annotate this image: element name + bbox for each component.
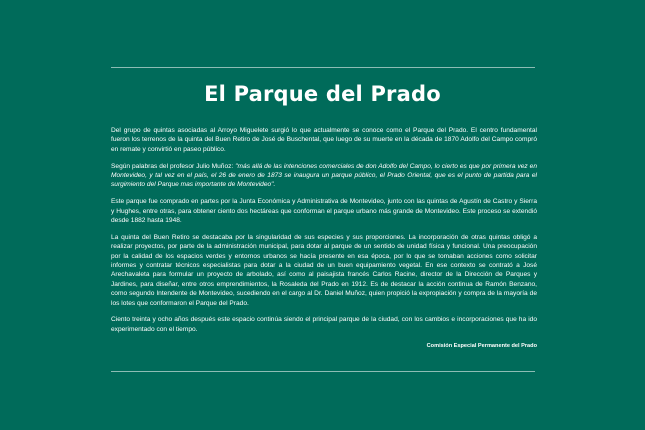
top-divider bbox=[111, 67, 535, 68]
paragraph-purchase: Este parque fue comprado en partes por la Junta Económica y Administrativa de Montevideo, junto con las quintas de Agustín de Castro y Sierra y Hughes, entre otras, para obtener ciento dos hectáreas que conforman el parque urbano más grande de Montevideo. Este proceso se extendió desde 1882 hasta 1948. bbox=[111, 198, 537, 225]
paragraph-closing: Ciento treinta y ocho años después este espacio continúa siendo el principal parque de la ciudad, con los cambios e incorporaciones que ha ido experimentado con el tiempo. bbox=[111, 316, 537, 333]
paragraph-intro: Del grupo de quintas asociadas al Arroyo Miguelete surgió lo que actualmente se conoce como el Parque del Prado. El centro fundamental fueron los terrenos de la quinta del Buen Retiro de José de Buschental, que luego de su muerte en la década de 1870 Adolfo del Campo compró en remate y convirtió en paseo público. bbox=[111, 127, 537, 153]
paragraph-quote bbox=[111, 162, 537, 190]
article-body bbox=[111, 126, 537, 351]
page-title: El Parque del Prado bbox=[204, 82, 441, 106]
bottom-divider bbox=[111, 371, 535, 372]
quote-lead: Según palabras del profesor Julio Muñoz: bbox=[111, 162, 236, 170]
quote-text: "más allá de las intenciones comerciales de don Adolfo del Campo, lo cierto es que por primera vez en Montevideo, y tal vez en el país, el 26 de enero de 1873 se inaugura un parque público, el Prado Oriental, que es el punto de partida para el surgimiento del Parque mas importante de Montevideo". bbox=[111, 162, 537, 189]
paragraph-history: La quinta del Buen Retiro se destacaba por la singularidad de sus especies y sus proporciones. La incorporación de otras quintas obligó a realizar proyectos, por parte de la administración municipal, para dotar al parque de un sentido de unidad física y funcional. Una preocupación por la calidad de los espacios verdes y entornos urbanos se hacía presente en esa época, por lo que se tomaban acciones como solicitar informes y contratar técnicos especialistas para dotar a la ciudad de un buen equipamiento vegetal. En ese contexto se contrató a José Arechavaleta para formular un proyecto de arbolado, así como al paisajista francés Carlos Racine, director de la Dirección de Parques y Jardines, para diseñar, entre otros emprendimientos, la Rosaleda del Prado en 1912. Es de destacar la acción continua de Ramón Benzano, como segundo Intendente de Montevideo, sucediendo en el cargo al Dr. Daniel Muñoz, quien propició la expropiación y compra de la mayoría de los lotes que conformaron el Parque del Prado. bbox=[111, 233, 537, 307]
signature: Comisión Especial Permanente del Prado bbox=[426, 342, 537, 349]
